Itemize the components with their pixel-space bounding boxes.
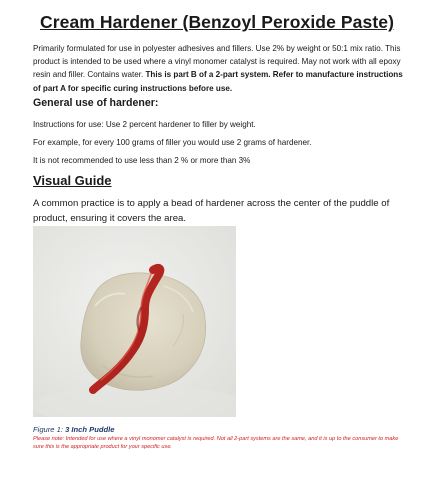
instructions-text: Instructions for use: Use 2 percent hardener to filler by weight. [33, 120, 256, 129]
caption-prefix: Figure 1: [33, 425, 63, 434]
caption-title: 3 Inch Puddle [65, 425, 115, 434]
figure-caption [33, 425, 114, 434]
puddle-photo [33, 226, 236, 417]
disclaimer-note: Please note: Intended for use where a vinyl monomer catalyst is required. Not all 2-part systems are the same, and it is up to the consumer to make sure this is the appropriate product for your specific use. [33, 436, 399, 451]
intro-bold-text: This is part B of a 2-part system. Refer to manufacture instructions of part A for specific curing instructions before use. [33, 70, 403, 93]
document-title: Cream Hardener (Benzoyl Peroxide Paste) [39, 12, 395, 32]
general-use-heading: General use of hardener: [33, 97, 159, 109]
visual-guide-heading: Visual Guide [33, 173, 112, 188]
recommendation-text: It is not recommended to use less than 2 % or more than 3% [33, 156, 251, 165]
visual-guide-text: A common practice is to apply a bead of hardener across the center of the puddle of product, ensuring it covers the area. [33, 198, 390, 224]
intro-paragraph [33, 42, 405, 95]
intro-text: Primarily formulated for use in polyester adhesives and fillers. Use 2% by weight or 50:1 mix ratio. This product is intended to be used where a vinyl monomer catalyst is required. May not work with all epoxy resin and filler. Contains water. [33, 44, 401, 80]
example-text: For example, for every 100 grams of filler you would use 2 grams of hardener. [33, 138, 312, 147]
